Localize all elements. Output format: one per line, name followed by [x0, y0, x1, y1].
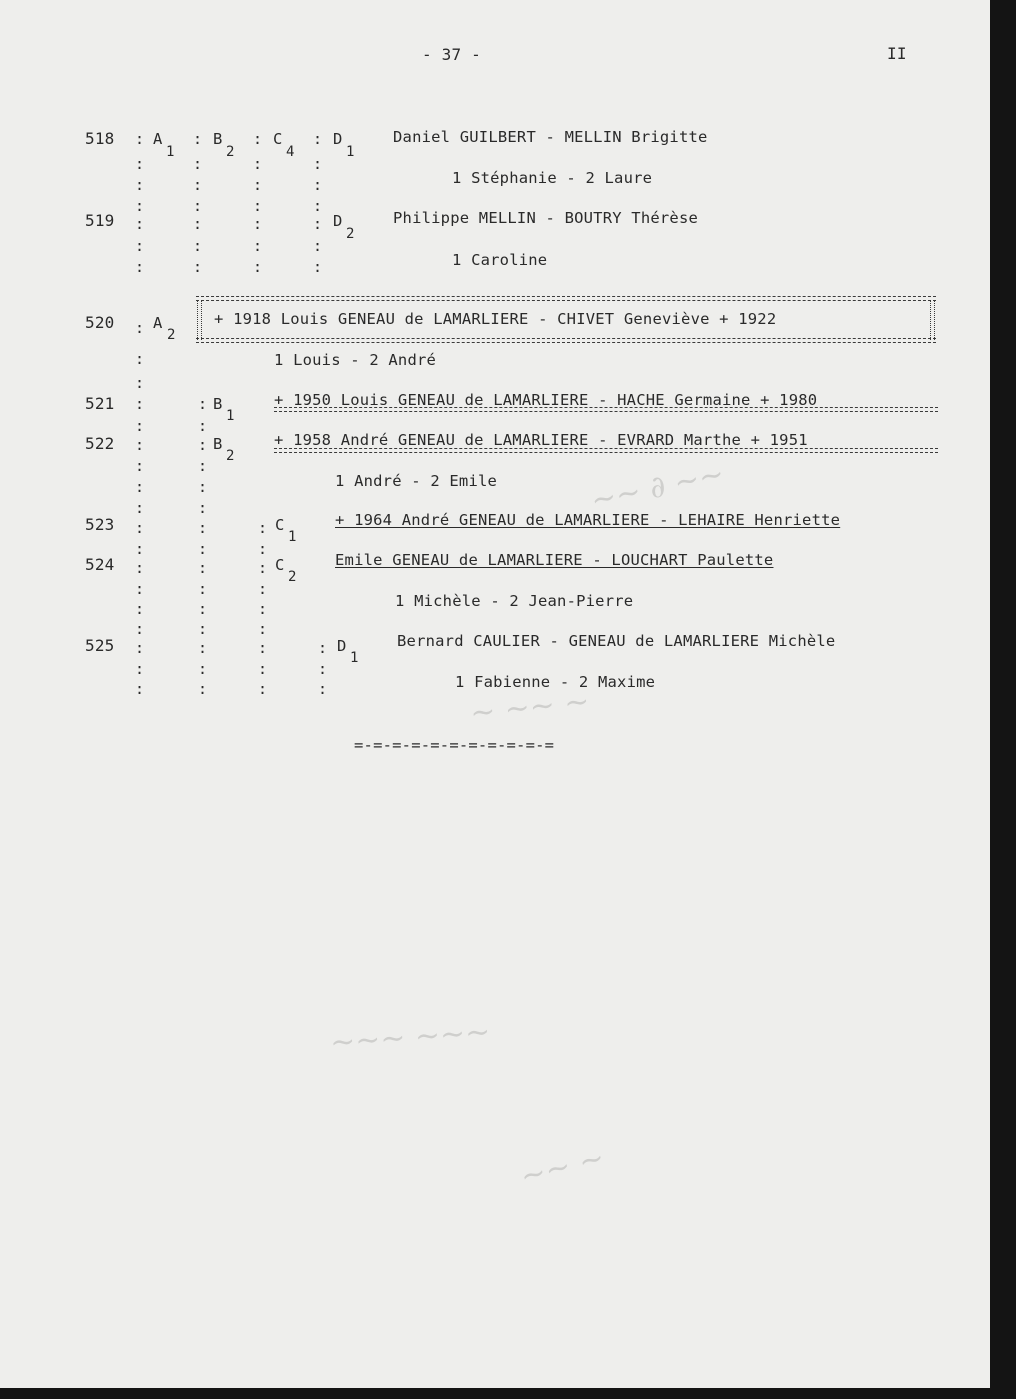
- show-through-handwriting: ~ ~~ ~: [468, 683, 592, 732]
- tree-colon: :: [253, 258, 263, 276]
- tree-colon: :: [135, 395, 145, 413]
- tree-colon: :: [135, 319, 145, 337]
- tree-colon: :: [313, 197, 323, 215]
- level-code: B: [213, 130, 223, 148]
- tree-colon: :: [318, 639, 328, 657]
- tree-colon: :: [313, 155, 323, 173]
- tree-colon: :: [135, 620, 145, 638]
- couple-line: + 1918 Louis GENEAU de LAMARLIERE - CHIVET Geneviève + 1922: [214, 310, 777, 328]
- scan-edge-bottom: [0, 1388, 1016, 1399]
- tree-colon: :: [193, 237, 203, 255]
- tree-colon: :: [135, 215, 145, 233]
- level-sub: 2: [167, 327, 176, 343]
- tree-colon: :: [253, 237, 263, 255]
- tree-colon: :: [258, 540, 268, 558]
- tree-colon: :: [135, 374, 145, 392]
- level-sub: 1: [166, 144, 175, 160]
- level-sub: 1: [346, 144, 355, 160]
- tree-colon: :: [135, 519, 145, 537]
- scan-edge-right: [990, 0, 1016, 1399]
- tree-colon: :: [198, 395, 208, 413]
- entry-number: 519: [85, 211, 115, 230]
- frame-right: [930, 300, 935, 340]
- show-through-handwriting: ~~ ~: [517, 1140, 608, 1195]
- tree-colon: :: [198, 478, 208, 496]
- tree-colon: :: [253, 215, 263, 233]
- tree-colon: :: [135, 499, 145, 517]
- tree-colon: :: [198, 600, 208, 618]
- level-code: C: [273, 130, 283, 148]
- tree-colon: :: [135, 436, 145, 454]
- level-sub: 2: [226, 144, 235, 160]
- tree-colon: :: [253, 176, 263, 194]
- level-code: C: [275, 516, 285, 534]
- tree-colon: :: [135, 660, 145, 678]
- tree-colon: :: [193, 155, 203, 173]
- tree-colon: :: [253, 197, 263, 215]
- level-sub: 2: [346, 226, 355, 242]
- double-rule: [196, 338, 936, 343]
- couple-line: Philippe MELLIN - BOUTRY Thérèse: [393, 209, 699, 227]
- tree-colon: :: [135, 540, 145, 558]
- tree-colon: :: [135, 176, 145, 194]
- children-line: 1 Louis - 2 André: [274, 351, 437, 369]
- tree-colon: :: [258, 600, 268, 618]
- level-code: D: [333, 130, 343, 148]
- double-rule: [274, 448, 938, 453]
- tree-colon: :: [193, 176, 203, 194]
- tree-colon: :: [198, 540, 208, 558]
- tree-colon: :: [198, 417, 208, 435]
- tree-colon: :: [253, 155, 263, 173]
- level-sub: 2: [226, 448, 235, 464]
- tree-colon: :: [135, 258, 145, 276]
- children-line: 1 Stéphanie - 2 Laure: [452, 169, 653, 187]
- entry-number: 525: [85, 636, 115, 655]
- tree-colon: :: [135, 155, 145, 173]
- tree-colon: :: [318, 660, 328, 678]
- tree-colon: :: [258, 559, 268, 577]
- tree-colon: :: [313, 258, 323, 276]
- tree-colon: :: [135, 197, 145, 215]
- tree-colon: :: [135, 130, 145, 148]
- tree-colon: :: [135, 680, 145, 698]
- tree-colon: :: [135, 559, 145, 577]
- tree-colon: :: [258, 680, 268, 698]
- tree-colon: :: [198, 519, 208, 537]
- tree-colon: :: [198, 559, 208, 577]
- page-section: II: [887, 44, 907, 63]
- level-code: A: [153, 314, 163, 332]
- level-sub: 1: [350, 650, 359, 666]
- tree-colon: :: [198, 457, 208, 475]
- entry-number: 521: [85, 394, 115, 413]
- tree-colon: :: [198, 580, 208, 598]
- couple-line: + 1958 André GENEAU de LAMARLIERE - EVRARD Marthe + 1951: [274, 431, 808, 449]
- level-sub: 2: [288, 569, 297, 585]
- tree-colon: :: [193, 197, 203, 215]
- tree-colon: :: [313, 237, 323, 255]
- couple-line: Emile GENEAU de LAMARLIERE - LOUCHART Paulette: [335, 551, 774, 569]
- level-code: D: [333, 212, 343, 230]
- level-sub: 1: [288, 529, 297, 545]
- show-through-handwriting: ~~ ∂ ~~: [587, 456, 728, 519]
- couple-line: Daniel GUILBERT - MELLIN Brigitte: [393, 128, 708, 146]
- tree-colon: :: [193, 130, 203, 148]
- tree-colon: :: [135, 457, 145, 475]
- couple-line: Bernard CAULIER - GENEAU de LAMARLIERE Michèle: [397, 632, 836, 650]
- tree-colon: :: [313, 176, 323, 194]
- couple-line: + 1950 Louis GENEAU de LAMARLIERE - HACHE Germaine + 1980: [274, 391, 818, 409]
- children-line: 1 Caroline: [452, 251, 548, 269]
- tree-colon: :: [253, 130, 263, 148]
- level-sub: 4: [286, 144, 295, 160]
- page-number: - 37 -: [422, 45, 481, 64]
- level-code: D: [337, 637, 347, 655]
- entry-number: 524: [85, 555, 115, 574]
- tree-colon: :: [193, 258, 203, 276]
- tree-colon: :: [313, 130, 323, 148]
- entry-number: 522: [85, 434, 115, 453]
- level-code: A: [153, 130, 163, 148]
- tree-colon: :: [258, 639, 268, 657]
- tree-colon: :: [198, 499, 208, 517]
- tree-colon: :: [135, 580, 145, 598]
- end-rule: =-=-=-=-=-=-=-=-=-=-=: [354, 736, 555, 754]
- tree-colon: :: [258, 660, 268, 678]
- tree-colon: :: [135, 639, 145, 657]
- tree-colon: :: [135, 417, 145, 435]
- level-code: B: [213, 395, 223, 413]
- tree-colon: :: [135, 478, 145, 496]
- frame-left: [197, 300, 202, 340]
- tree-colon: :: [198, 436, 208, 454]
- level-sub: 1: [226, 408, 235, 424]
- tree-colon: :: [135, 350, 145, 368]
- children-line: 1 Michèle - 2 Jean-Pierre: [395, 592, 634, 610]
- tree-colon: :: [258, 620, 268, 638]
- tree-colon: :: [135, 237, 145, 255]
- tree-colon: :: [198, 680, 208, 698]
- tree-colon: :: [318, 680, 328, 698]
- entry-number: 518: [85, 129, 115, 148]
- entry-number: 520: [85, 313, 115, 332]
- tree-colon: :: [198, 620, 208, 638]
- double-rule: [274, 407, 938, 412]
- level-code: C: [275, 556, 285, 574]
- couple-line: + 1964 André GENEAU de LAMARLIERE - LEHAIRE Henriette: [335, 511, 841, 529]
- children-line: 1 André - 2 Emile: [335, 472, 498, 490]
- tree-colon: :: [198, 660, 208, 678]
- tree-colon: :: [135, 600, 145, 618]
- children-line: 1 Fabienne - 2 Maxime: [455, 673, 656, 691]
- double-rule: [196, 296, 936, 301]
- tree-colon: :: [258, 580, 268, 598]
- level-code: B: [213, 435, 223, 453]
- tree-colon: :: [313, 215, 323, 233]
- show-through-handwriting: ~~~ ~~~: [328, 1014, 492, 1061]
- tree-colon: :: [258, 519, 268, 537]
- tree-colon: :: [193, 215, 203, 233]
- tree-colon: :: [198, 639, 208, 657]
- entry-number: 523: [85, 515, 115, 534]
